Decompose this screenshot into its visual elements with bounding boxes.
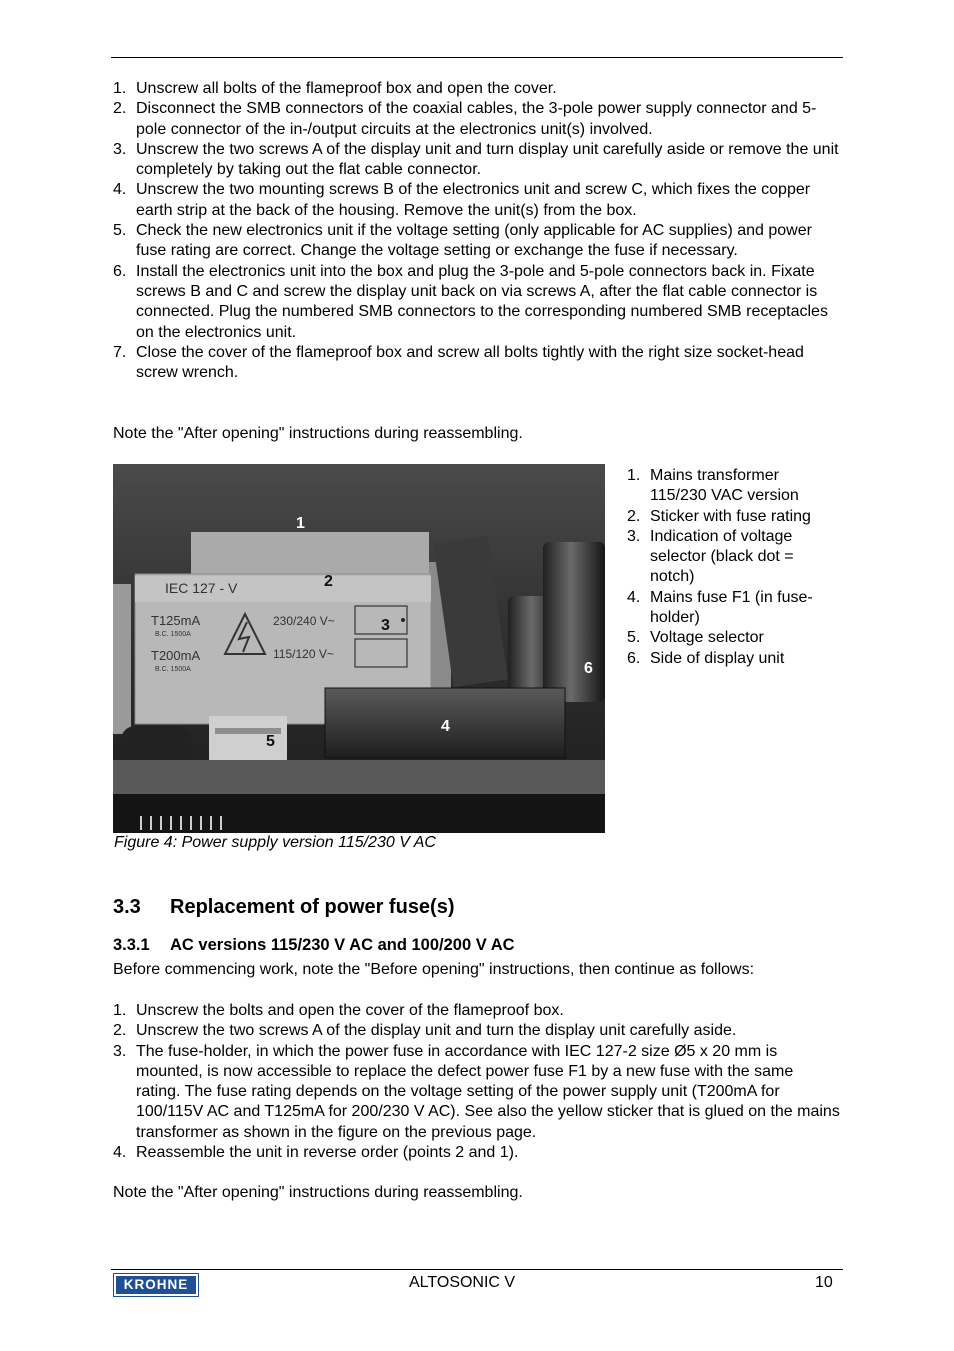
marker-1: 1: [296, 515, 305, 532]
list-item-number: 7.: [113, 343, 127, 361]
marker-3: 3: [381, 617, 390, 634]
list-item: [113, 343, 841, 384]
list-item-number: 3.: [113, 140, 127, 158]
list-item-number: 4.: [113, 1144, 127, 1162]
list-item: [113, 1021, 841, 1041]
list-item-number: 2.: [113, 100, 127, 118]
legend-item: [627, 588, 837, 629]
reassembly-note: Note the "After opening" instructions during reassembling.: [113, 425, 523, 442]
section-title: Replacement of power fuse(s): [170, 896, 455, 918]
legend-item: [627, 466, 837, 507]
sticker-iec-text: IEC 127 - V: [165, 580, 238, 596]
page-number: 10: [815, 1274, 833, 1291]
marker-4: 4: [441, 718, 450, 735]
section-number: 3.3: [113, 896, 141, 918]
sticker-230-text: 230/240 V~: [273, 614, 335, 628]
left-component: [113, 584, 131, 734]
list-item: [113, 1001, 841, 1021]
procedure-list-1: [113, 79, 841, 383]
voltage-selector: [209, 716, 287, 760]
footer-title: ALTOSONIC V: [409, 1274, 516, 1291]
legend-item-number: 6.: [627, 649, 641, 667]
power-supply-photo: [113, 464, 605, 833]
list-item-number: 1.: [113, 1002, 127, 1019]
legend-item: [627, 649, 837, 669]
legend-item-number: 5.: [627, 629, 641, 647]
list-item: [113, 1143, 841, 1163]
legend-item-text: Mains fuse F1 (in fuse-holder): [650, 588, 813, 627]
legend-item: [627, 628, 837, 648]
legend-item-text: Side of display unit: [650, 649, 785, 667]
list-item-text: Reassemble the unit in reverse order (points 2 and 1).: [136, 1144, 519, 1162]
pcb-shadow: [113, 794, 605, 833]
figure-legend: [627, 466, 837, 669]
sticker-t125-text: T125mA: [151, 613, 201, 628]
intro-paragraph: Before commencing work, note the "Before opening" instructions, then continue as follows:: [113, 961, 755, 978]
subsection-title: AC versions 115/230 V AC and 100/200 V AC: [170, 936, 515, 954]
reassembly-note: Note the "After opening" instructions during reassembling.: [113, 1184, 523, 1201]
legend-item-number: 2.: [627, 507, 641, 525]
sticker-bc1-text: B.C. 1500A: [155, 631, 191, 638]
marker-6: 6: [584, 660, 593, 677]
subsection-heading: [113, 934, 515, 956]
list-item-text: Unscrew the two screws A of the display unit and turn the display unit carefully aside.: [136, 1022, 737, 1040]
legend-item-text: Voltage selector: [650, 629, 764, 647]
pcb-strip: [113, 760, 605, 794]
sticker-t200-text: T200mA: [151, 648, 201, 663]
list-item: [113, 1042, 841, 1143]
list-item: [113, 180, 841, 221]
footer-rule: [111, 1269, 843, 1270]
list-item: [113, 221, 841, 262]
list-item-number: 4.: [113, 181, 127, 199]
left-cylinder: [121, 726, 191, 760]
list-item-text: Disconnect the SMB connectors of the coaxial cables, the 3-pole power supply connector and 5-pole connector of the in-/output circuits at the electronics unit(s) involved.: [136, 100, 817, 138]
list-item-number: 3.: [113, 1042, 127, 1060]
legend-item: [627, 507, 837, 527]
list-item-number: 5.: [113, 222, 127, 240]
capacitor-large: [543, 542, 605, 702]
krohne-logo: [113, 1273, 199, 1297]
list-item-text: Install the electronics unit into the box and plug the 3-pole and 5-pole connectors back in. Fixate screws B and C and screw the display unit back on via screws A, after the flat cable connector is connected. Plug the numbered SMB connectors to the corresponding numbered SMB receptacles on the electronics unit.: [136, 262, 828, 341]
list-item-text: Unscrew all bolts of the flameproof box and open the cover.: [136, 80, 557, 97]
subsection-number: 3.3.1: [113, 936, 150, 954]
list-item: [113, 262, 841, 343]
notch-dot: [401, 618, 405, 622]
list-item: [113, 79, 841, 99]
list-item-text: Unscrew the bolts and open the cover of the flameproof box.: [136, 1002, 564, 1019]
procedure-list-2: [113, 1001, 841, 1163]
header-rule: [111, 57, 843, 58]
list-item: [113, 140, 841, 181]
list-item-number: 2.: [113, 1022, 127, 1040]
legend-item: [627, 527, 837, 588]
list-item-text: Unscrew the two screws A of the display unit and turn display unit carefully aside or remove the unit completely by taking out the flat cable connector.: [136, 140, 839, 179]
legend-item-number: 1.: [627, 467, 641, 484]
legend-item-text: Sticker with fuse rating: [650, 507, 811, 525]
list-item: [113, 99, 841, 140]
list-item-text: Check the new electronics unit if the voltage setting (only applicable for AC supplies) and power fuse rating are correct. Change the voltage setting or exchange the fuse if necessary.: [136, 222, 812, 260]
list-item-number: 1.: [113, 80, 127, 97]
legend-item-number: 4.: [627, 588, 641, 606]
list-item-text: Unscrew the two mounting screws B of the electronics unit and screw C, which fixes the copper earth strip at the back of the housing. Remove the unit(s) from the box.: [136, 181, 811, 219]
legend-item-number: 3.: [627, 527, 641, 545]
list-item-number: 6.: [113, 262, 127, 280]
legend-item-text: Indication of voltage selector (black dot = notch): [650, 527, 794, 586]
section-heading: [113, 894, 455, 920]
marker-2: 2: [324, 573, 333, 590]
logo-text: KROHNE: [116, 1276, 196, 1294]
transformer-top: [191, 532, 429, 577]
sticker-bc2-text: B.C. 1500A: [155, 666, 191, 673]
list-item-text: The fuse-holder, in which the power fuse in accordance with IEC 127-2 size Ø5 x 20 mm is mounted, is now accessible to replace the defect power fuse F1 by a new fuse with the same rating. The fuse rating depends on the voltage setting of the power supply unit (T200mA for 100/115V AC and T125mA for 200/230 V AC). See also the yellow sticker that is glued on the mains transformer as shown in the figure on the previous page.: [136, 1042, 840, 1141]
sticker-115-text: 115/120 V~: [273, 647, 334, 661]
marker-5: 5: [266, 733, 275, 750]
figure-caption: Figure 4: Power supply version 115/230 V AC: [114, 834, 436, 851]
legend-item-text: Mains transformer 115/230 VAC version: [650, 467, 799, 505]
list-item-text: Close the cover of the flameproof box and screw all bolts tightly with the right size socket-head screw wrench.: [136, 343, 804, 382]
